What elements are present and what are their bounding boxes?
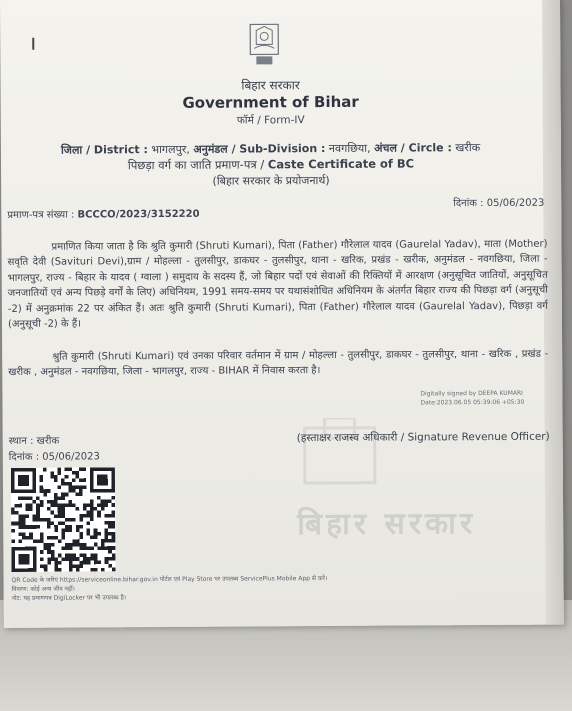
subdivision-value: नवगछिया, [328, 141, 371, 155]
footer-line-3: नोट: यह प्रमाणपत्र DigiLocker पर भी उपलब्ध है। [11, 594, 127, 602]
residence-text: श्रुति कुमारी (Shruti Kumari) एवं उनका परिवार वर्तमान में ग्राम / मोहल्ला - तुलसीपुर, डाकघर - तुलसीपुर, थाना - खरिक , प्रखंड - खरीक , अनुमंडल - नवगछिया, जिला - भागलपुर, राज्य - BIHAR में निवास करता है। [8, 348, 549, 379]
qr-code[interactable] [11, 467, 116, 572]
certificate-number-label: प्रमाण-पत्र संख्या : [7, 209, 75, 221]
district-value: भागलपुर, [151, 142, 190, 157]
subdivision-label: अनुमंडल / Sub-Division : [193, 142, 326, 156]
signature-label: (हस्ताक्षर राजस्व अधिकारी / Signature Revenue Officer) [296, 430, 550, 445]
footer-line-2: विवरण: कोई अन्य जीव नहीं। [11, 585, 75, 593]
circle-label: अंचल / Circle : [374, 141, 452, 155]
footer-line-1: QR Code के जरिए https://serviceonline.bihar.gov.in पोर्टल एवं Play Store पर उपलब्ध ServicePlus Mobile App से करें। [11, 575, 328, 584]
district-label: जिला / District : [60, 143, 148, 157]
place-date-block [9, 433, 100, 466]
certificate-title-hindi: पिछड़ा वर्ग का जाति प्रमाण-पत्र / [127, 157, 265, 173]
circle-value: खरीक [455, 141, 481, 155]
watermark-text: बिहार सरकार [297, 506, 477, 543]
pen-mark [32, 38, 34, 50]
certificate-title-english: Caste Certificate of BC [267, 156, 415, 172]
residence-paragraph [8, 347, 548, 381]
footer-notes [12, 573, 432, 603]
certification-text: प्रमाणित किया जाता है कि श्रुति कुमारी (Shruti Kumari), पिता (Father) गौरेलाल यादव (Gaurelal Yadav), माता (Mother) सवृति देवी (Savituri Devi),ग्राम / मोहल्ला - तुलसीपुर, डाकघर - तुलसीपुर, थाना - खरिक, प्रखंड - खरीक, अनुमंडल - नवगछिया, जिला - भागलपुर, राज्य - बिहार के यादव ( ग्वाला ) समुदाय के सदस्य हैं, जो बिहार पदों एवं सेवाओं की रिक्तियों में आरक्षण (अनुसूचित जातियों, अनुसूचित जनजातियों एवं अन्य पिछड़े वर्गों के लिए) अधिनियम, 1991 समय-समय पर यथासंशोधित अधिनियम के अंतर्गत बिहार राज्य की पिछड़ा वर्ग (अनुसूची -2) में अनुक्रमांक 22 पर अंकित हैं। अतः श्रुति कुमारी (Shruti Kumari), पिता (Father) गौरेलाल यादव (Gaurelal Yadav), पिछड़ा वर्ग (अनुसूची -2) के हैं। [7, 238, 548, 330]
issue-date-top: दिनांक : 05/06/2023 [453, 197, 545, 210]
english-govt-title: Government of Bihar [182, 92, 359, 112]
form-label: फॉर्म / Form-IV [236, 114, 305, 127]
digital-signature-date: Date:2023.06.05 05:39:06 +05:30 [420, 398, 525, 407]
digital-signature-block [420, 389, 524, 408]
certificate-number: BCCCO/2023/3152220 [77, 208, 200, 221]
watermark-emblem-icon [295, 418, 385, 489]
digital-signature-name: Digitally signed by DEEPA KUMARI [420, 389, 523, 398]
hindi-govt-title: बिहार सरकार [241, 78, 300, 93]
issue-date-bottom: दिनांक : 05/06/2023 [8, 451, 100, 463]
certificate-number-line [7, 206, 199, 221]
bihar-emblem-icon [246, 22, 282, 68]
certification-paragraph [7, 237, 548, 333]
certificate-purpose: (बिहार सरकार के प्रयोजनार्थ) [212, 173, 330, 188]
location-line [61, 140, 511, 158]
place-label: स्थान : खरीक [8, 435, 60, 447]
